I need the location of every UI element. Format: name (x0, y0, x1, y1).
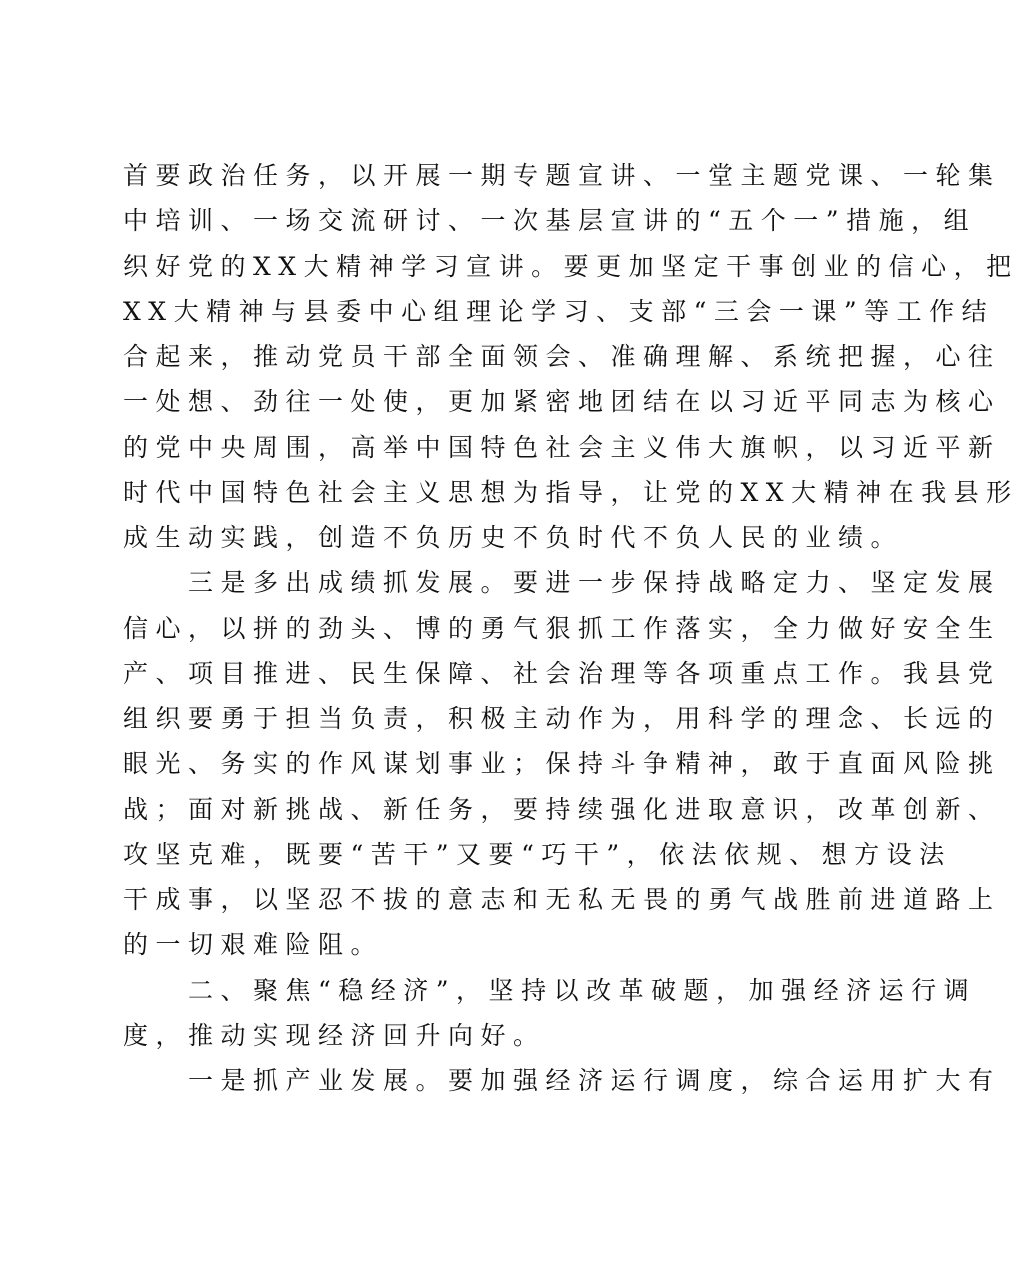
text-line: 织好党的XX大精神学习宣讲。要更加坚定干事创业的信心，把 (123, 251, 1019, 281)
text-line: 一处想、劲往一处使，更加紧密地团结在以习近平同志为核心 (123, 387, 1001, 417)
text-line: 成生动实践，创造不负历史不负时代不负人民的业绩。 (123, 523, 904, 552)
text-line: 的党中央周围，高举中国特色社会主义伟大旗帜，以习近平新 (123, 432, 1001, 462)
text-line: 攻坚克难，既要“苦干”又要“巧干”，依法依规、想方设法 (123, 839, 952, 869)
text-line: 产、项目推进、民生保障、社会治理等各项重点工作。我县党 (123, 658, 1001, 688)
section-heading-line: 二、聚焦“稳经济”，坚持以改革破题，加强经济运行调 (123, 975, 977, 1005)
document-body (123, 161, 1019, 1111)
text-line: 战；面对新挑战、新任务，要持续强化进取意识，改革创新、 (123, 794, 1001, 824)
section-heading-line: 度，推动实现经济回升向好。 (123, 1020, 546, 1050)
paragraph-first-line: 三是多出成绩抓发展。要进一步保持战略定力、坚定发展 (123, 568, 1001, 598)
text-line: 首要政治任务，以开展一期专题宣讲、一堂主题党课、一轮集 (123, 161, 1001, 190)
text-line: 时代中国特色社会主义思想为指导，让党的XX大精神在我县形 (123, 477, 1019, 507)
text-line: XX大精神与县委中心组理论学习、支部“三会一课”等工作结 (123, 296, 995, 326)
text-line: 的一切艰难险阻。 (123, 930, 384, 960)
text-line: 信心，以拼的劲头、博的勇气狠抓工作落实，全力做好安全生 (123, 613, 1001, 643)
text-line: 合起来，推动党员干部全面领会、准确理解、系统把握，心往 (123, 342, 1001, 371)
text-line: 眼光、务实的作风谋划事业；保持斗争精神，敢于直面风险挑 (123, 749, 1001, 779)
paragraph-first-line: 一是抓产业发展。要加强经济运行调度，综合运用扩大有 (123, 1066, 1001, 1095)
text-line: 中培训、一场交流研讨、一次基层宣讲的“五个一”措施，组 (123, 206, 977, 236)
text-line: 干成事，以坚忍不拔的意志和无私无畏的勇气战胜前进道路上 (123, 885, 1001, 914)
text-line: 组织要勇于担当负责，积极主动作为，用科学的理念、长远的 (123, 704, 1001, 733)
